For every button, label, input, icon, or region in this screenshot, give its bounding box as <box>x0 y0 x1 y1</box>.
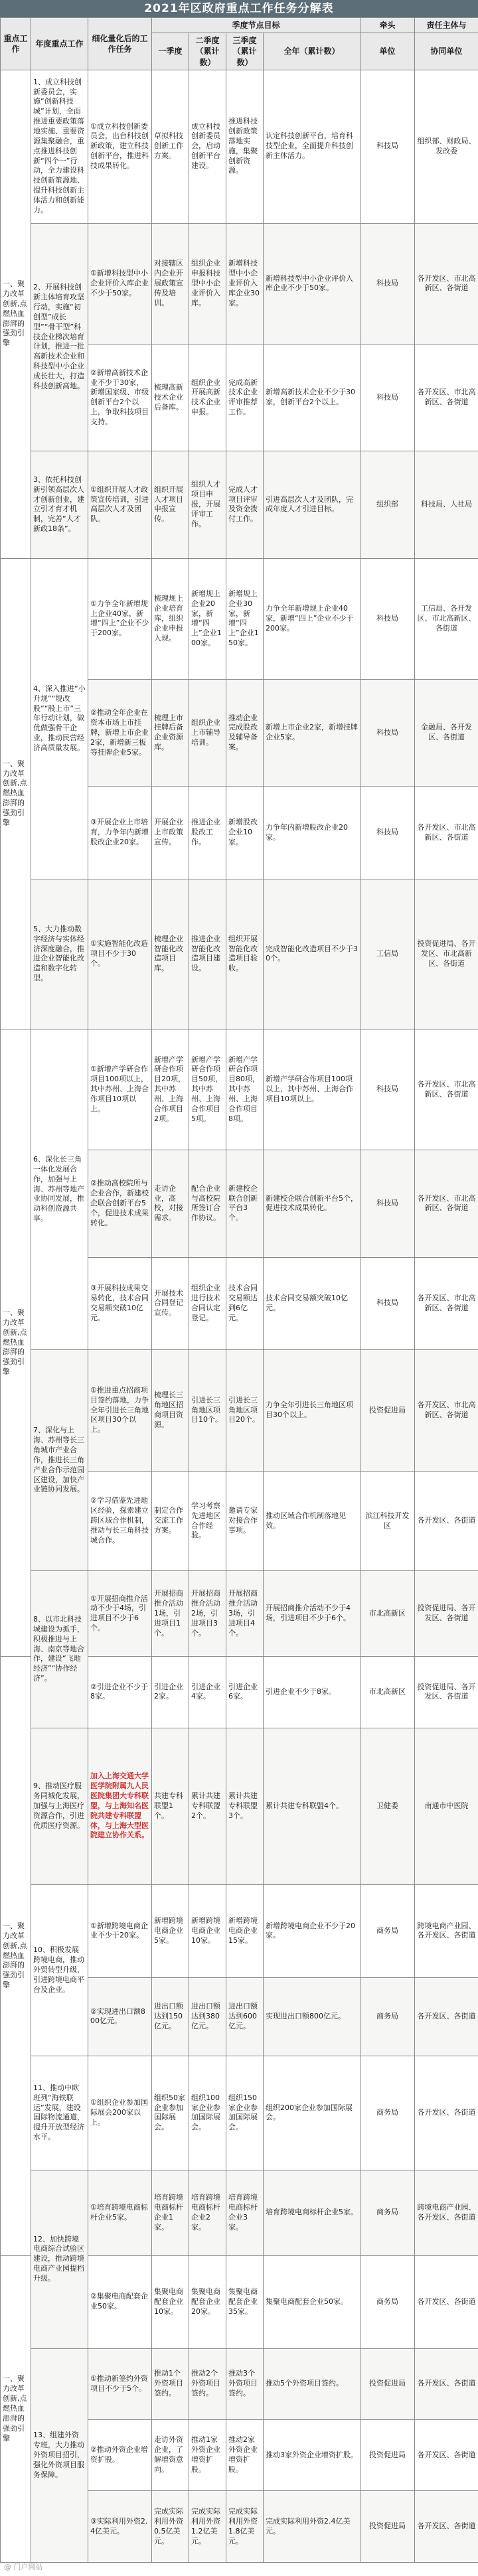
lead-unit-cell: 科技局 <box>360 344 415 451</box>
table-row <box>1 451 478 558</box>
q2-target-cell: 推进企业智能化改造项目建设。 <box>189 879 226 1029</box>
header-key-work: 重点工作 <box>1 18 31 70</box>
q2-target-cell: 完成实际利用外资1.2亿美元。 <box>189 2491 226 2563</box>
full-year-target-cell: 力争全年引进长三角地区项目30个以上。 <box>264 1350 360 1472</box>
q2-target-cell: 引进长三角地区项目10个。 <box>189 1350 226 1472</box>
q1-target-cell: 制定合作交流工作方案。 <box>152 1471 189 1570</box>
q2-target-cell: 新增跨境电商企业10家。 <box>189 1885 226 1978</box>
annual-key-cell: 9、推动医疗服务同城化发展，加强与上海医疗资源合作，引进优质医疗资源。 <box>31 1728 88 1884</box>
q2-target-cell: 培育跨境电商标杆企业2家。 <box>189 2170 226 2255</box>
annual-key-cell: 11、推动中欧班列“海铁联运”发展，建设国际物流通道，提升开放型经济水平。 <box>31 2056 88 2170</box>
q1-target-cell: 走访企业，高校，对接需求。 <box>152 1150 189 1257</box>
lead-unit-cell: 组织部 <box>360 451 415 558</box>
q1-target-cell: 新增产学研合作项目20项，其中苏州、上海合作项目2项。 <box>152 1029 189 1150</box>
lead-unit-cell: 商务局 <box>360 2255 415 2348</box>
q3-target-cell: 推动企业完成股改及辅导备案。 <box>226 680 264 787</box>
lead-unit-cell: 科技局 <box>360 70 415 223</box>
q1-target-cell: 开展招商推介活动1场，引进项目1个。 <box>152 1571 189 1657</box>
q2-target-cell: 学习考察先进地区合作经验。 <box>189 1471 226 1570</box>
quantified-task-cell: ①新增科技型中小企业评价入库企业不少于50家。 <box>88 223 152 344</box>
annual-key-cell: 5、大力推动数字经济与实体经济深度融合，推进企业智能化改造和数字化转型。 <box>31 879 88 1029</box>
q2-target-cell: 推动1家外资企业增资扩股。 <box>189 2419 226 2490</box>
header-q2: 二季度（累计数） <box>189 33 226 70</box>
q1-target-cell: 引进企业2家。 <box>152 1657 189 1728</box>
table-title: 2021年区政府重点工作任务分解表 <box>0 0 478 17</box>
coop-unit-cell: 工信局、各开发区、市北高新区、各街道 <box>415 558 478 680</box>
lead-unit-cell: 科技局 <box>360 558 415 680</box>
q3-target-cell: 引进企业6家。 <box>226 1657 264 1728</box>
annual-key-cell: 4、深入推进“小升规”“规改股”“股上市”三年行动计划，做优做强骨干企业，推动民营经济高质量发展。 <box>31 558 88 879</box>
coop-unit-cell: 各开发区、各街道 <box>415 1977 478 2056</box>
q3-target-cell: 引进长三角地区项目20个。 <box>226 1350 264 1472</box>
q1-target-cell: 共建专科联盟1个。 <box>152 1728 189 1884</box>
coop-unit-cell: 跨境电商产业园、各开发区、各街道 <box>415 2170 478 2255</box>
lead-unit-cell: 投资促进局 <box>360 2419 415 2490</box>
full-year-target-cell: 推动区域合作机制落地见效。 <box>264 1471 360 1570</box>
q3-target-cell: 新增产学研合作项目80项，其中苏州、上海合作项目8项。 <box>226 1029 264 1150</box>
q2-target-cell: 成立科技创新委员会，启动创新平台建设。 <box>189 70 226 223</box>
q1-target-cell: 开展技术合同登记宣传。 <box>152 1257 189 1350</box>
q1-target-cell: 组织开展人才项目申报宣传。 <box>152 451 189 558</box>
full-year-target-cell: 完成实际利用外资2.4亿美元。 <box>264 2491 360 2563</box>
lead-unit-cell: 工信局 <box>360 879 415 1029</box>
q2-target-cell: 推动2个外资项目签约。 <box>189 2348 226 2419</box>
table-row <box>1 223 478 344</box>
q1-target-cell: 梳理上市挂牌后备企业资源库。 <box>152 680 189 787</box>
q1-target-cell: 集聚电商配套企业10家。 <box>152 2255 189 2348</box>
quantified-task-cell: ②集聚电商配套企业50家。 <box>88 2255 152 2348</box>
q2-target-cell: 集聚电商配套企业20家。 <box>189 2255 226 2348</box>
lead-unit-cell: 投资促进局 <box>360 2348 415 2419</box>
lead-unit-cell: 商务局 <box>360 1885 415 1978</box>
key-work-cell: 一、聚力改革创新,点燃热血澎湃的强劲引擎 <box>1 1029 31 1657</box>
q2-target-cell: 新增规上企业20家，新增“四上”企业100家。 <box>189 558 226 680</box>
full-year-target-cell: 推动5个外资项目签约。 <box>264 2348 360 2419</box>
q1-target-cell: 开展企业上市政策宣传。 <box>152 787 189 879</box>
header-lead: 牵头 <box>360 18 415 33</box>
q3-target-cell: 新建校企联合创新平台3个。 <box>226 1150 264 1257</box>
full-year-target-cell: 累计共建专科联盟4个。 <box>264 1728 360 1884</box>
q3-target-cell: 推动3个外资项目签约。 <box>226 2348 264 2419</box>
key-work-cell: 一、聚力改革创新,点燃热血澎湃的强劲引擎 <box>1 558 31 1029</box>
table-row <box>1 2170 478 2255</box>
q2-target-cell: 组织企业上市辅导培训。 <box>189 680 226 787</box>
header-lead-unit: 单位 <box>360 33 415 70</box>
q3-target-cell: 开展招商推介活动3场，引进项目4个。 <box>226 1571 264 1657</box>
table-row <box>1 70 478 223</box>
full-year-target-cell: 开展招商推介活动不少于4场，引进项目不少于6个。 <box>264 1571 360 1657</box>
annual-key-cell: 1、成立科技创新委员会，实施“创新科技城”计划，全面推进重要政策落地实施、重要资源集聚融合，重点推进科技创新“四个一”行动，全力建设科技创新策源地、提升科技创新主体活力和创新能力。 <box>31 70 88 223</box>
coop-unit-cell: 各开发区、各街道 <box>415 2056 478 2170</box>
annual-key-cell: 3、依托科技创新引领高层次人才创新创业，建立引才育才机制，完善“人才新政18条”。 <box>31 451 88 558</box>
lead-unit-cell: 科技局 <box>360 223 415 344</box>
lead-unit-cell: 科技局 <box>360 1150 415 1257</box>
coop-unit-cell: 科技局、人社局 <box>415 451 478 558</box>
full-year-target-cell: 技术合同交易额突破10亿元。 <box>264 1257 360 1350</box>
q3-target-cell: 组织150家企业参加国际展会。 <box>226 2056 264 2170</box>
q3-target-cell: 进出口额达到600亿元。 <box>226 1977 264 2056</box>
quantified-task-cell: ③开展科技成果交易转化，技术合同交易额突破10亿元。 <box>88 1257 152 1350</box>
full-year-target-cell: 力争全年新增规上企业40家，新增“四上”企业不少于200家。 <box>264 558 360 680</box>
coop-unit-cell: 各开发区、市北高新区、各街道 <box>415 1257 478 1350</box>
lead-unit-cell: 市北高新区 <box>360 1657 415 1728</box>
header-annual-key: 年度重点工作 <box>31 18 88 70</box>
q3-target-cell: 培育跨境电商标杆企业3家。 <box>226 2170 264 2255</box>
table-row <box>1 2348 478 2419</box>
coop-unit-cell: 各开发区、各街道 <box>415 2348 478 2419</box>
quantified-task-cell: ①推动新签约外资项目不少于5个。 <box>88 2348 152 2419</box>
coop-unit-cell: 各开发区、市北高新区、各街道 <box>415 344 478 451</box>
table-row <box>1 1571 478 1657</box>
quantified-task-cell: ①新增产学研合作项目100项以上，其中苏州、上海合作项目10项以上。 <box>88 1029 152 1150</box>
annual-key-cell: 12、加快跨境电商综合试验区建设，推动跨境电商产业园提档升级。 <box>31 2170 88 2348</box>
full-year-target-cell: 新建校企联合创新平台5个，促进技术成果转化。 <box>264 1150 360 1257</box>
lead-unit-cell: 市北高新区 <box>360 1571 415 1657</box>
coop-unit-cell: 各开发区、市北高新区、各街道 <box>415 223 478 344</box>
q1-target-cell: 梳理长三角地区招商项目资源。 <box>152 1350 189 1472</box>
coop-unit-cell: 投资促进局、各开发区、各街道 <box>415 1657 478 1728</box>
q3-target-cell: 邀请专家对接合作事项。 <box>226 1471 264 1570</box>
q2-target-cell: 组织100家企业参加国际展会。 <box>189 2056 226 2170</box>
coop-unit-cell: 各开发区、各街道 <box>415 2255 478 2348</box>
q1-target-cell: 梳理规上企业培育库，组织企业申报入规。 <box>152 558 189 680</box>
full-year-target-cell: 集聚电商配套企业50家。 <box>264 2255 360 2348</box>
full-year-target-cell: 完成智能化改造项目不少于30个。 <box>264 879 360 1029</box>
q2-target-cell: 组织人才项目申报，开展评审工作。 <box>189 451 226 558</box>
full-year-target-cell: 新增上市企业2家，新增挂牌企业5家。 <box>264 680 360 787</box>
coop-unit-cell: 金融局、各开发区、各街道 <box>415 680 478 787</box>
quantified-task-cell: ①成立科技创新委员会，出台科技创新政策，建立科技创新平台，推进科技成果转化。 <box>88 70 152 223</box>
header-quantified-task: 细化量化后的工作任务 <box>88 18 152 70</box>
table-row <box>1 1350 478 1472</box>
table-row <box>1 1029 478 1150</box>
header-quarter-targets: 季度节点目标 <box>152 18 360 33</box>
q2-target-cell: 组织企业进行技术合同认定登记。 <box>189 1257 226 1350</box>
coop-unit-cell: 南通市中医院 <box>415 1728 478 1884</box>
quantified-task-cell: ②推动全年企业在资本市场上市挂牌，新增上市企业2家，新增新三板等挂牌企业5家。 <box>88 680 152 787</box>
work-plan-table <box>0 17 478 2563</box>
q3-target-cell: 集聚电商配套企业35家。 <box>226 2255 264 2348</box>
full-year-target-cell: 新增跨境电商企业不少于20家。 <box>264 1885 360 1978</box>
q3-target-cell: 完成人才项目评审及资金拨付工作。 <box>226 451 264 558</box>
coop-unit-cell: 各开发区、市北高新区、各街道 <box>415 1350 478 1472</box>
header-q1: 一季度 <box>152 33 189 70</box>
lead-unit-cell: 商务局 <box>360 1977 415 2056</box>
key-work-cell: 一、聚力改革创新,点燃热血澎湃的强劲引擎 <box>1 1657 31 2256</box>
table-body <box>1 70 478 2562</box>
q3-target-cell: 完成高新技术企业评审推荐工作。 <box>226 344 264 451</box>
coop-unit-cell: 组织部、财政局、发改委 <box>415 70 478 223</box>
full-year-target-cell: 组织200家企业参加国际展会。 <box>264 2056 360 2170</box>
q2-target-cell: 配合企业与高校院所签订合作协议。 <box>189 1150 226 1257</box>
q3-target-cell: 新增规上企业30家，新增“四上”企业150家。 <box>226 558 264 680</box>
coop-unit-cell: 各开发区、市北高新区、各街道 <box>415 1150 478 1257</box>
table-row <box>1 1728 478 1884</box>
quantified-task-cell: ①推进重点招商项目签约落地，力争全年引进长三角地区项目30个以上。 <box>88 1350 152 1472</box>
coop-unit-cell: 各开发区、市北高新区、各街道 <box>415 787 478 879</box>
quantified-task-cell: ①力争全年新增规上企业40家，新增“四上”企业不少于200家。 <box>88 558 152 680</box>
q2-target-cell: 组织企业申报科技型中小企业评价入库。 <box>189 223 226 344</box>
q3-target-cell: 新增股改企业10家。 <box>226 787 264 879</box>
q1-target-cell: 对接辖区内企业开展政策宣传及培训。 <box>152 223 189 344</box>
q2-target-cell: 进出口额达到380亿元。 <box>189 1977 226 2056</box>
annual-key-cell: 10、积极发展跨境电商，推动外贸转型升级，引进跨境电商平台及企业。 <box>31 1885 88 2056</box>
quantified-task-cell: ②新增高新技术企业不少于30家，新增国家级、市级创新平台2个以上，争取科技项目支持。 <box>88 344 152 451</box>
full-year-target-cell: 新增高新技术企业不少于30家，创新平台2个以上。 <box>264 344 360 451</box>
quantified-task-cell: ①实施智能化改造项目不少于30个。 <box>88 879 152 1029</box>
q3-target-cell: 新增跨境电商企业15家。 <box>226 1885 264 1978</box>
q3-target-cell: 组织开展智能化改造项目验收。 <box>226 879 264 1029</box>
full-year-target-cell: 引进高层次人才及团队，完成年度人才引进目标。 <box>264 451 360 558</box>
full-year-target-cell: 引进企业不少于8家。 <box>264 1657 360 1728</box>
full-year-target-cell: 实现进出口额800亿元。 <box>264 1977 360 2056</box>
lead-unit-cell: 投资促进局 <box>360 1350 415 1472</box>
lead-unit-cell: 科技局 <box>360 1029 415 1150</box>
lead-unit-cell: 投资促进局 <box>360 2491 415 2563</box>
q3-target-cell: 累计共建专科联盟3个。 <box>226 1728 264 1884</box>
q1-target-cell: 走访外资企业，了解增资意向。 <box>152 2419 189 2490</box>
q1-target-cell: 培育跨境电商标杆企业1家。 <box>152 2170 189 2255</box>
lead-unit-cell: 卫健委 <box>360 1728 415 1884</box>
annual-key-cell: 2、开展科技创新主体培育攻坚行动，实施“初创型”成长型”“骨干型”科技企业梯次培育计划，推进一批高新技术企业和科技型中小企业成长壮大，打造科技创新高地。 <box>31 223 88 451</box>
table-row <box>1 1885 478 1978</box>
lead-unit-cell: 科技局 <box>360 680 415 787</box>
q1-target-cell: 推动1个外资项目签约。 <box>152 2348 189 2419</box>
q2-target-cell: 引进企业4家。 <box>189 1657 226 1728</box>
full-year-target-cell: 推动3家外资企业增资扩股。 <box>264 2419 360 2490</box>
lead-unit-cell: 商务局 <box>360 2056 415 2170</box>
header-coop-unit: 协同单位 <box>415 33 478 70</box>
coop-unit-cell: 各开发区、各街道 <box>415 2419 478 2490</box>
coop-unit-cell: 各开发区、各街道 <box>415 1471 478 1570</box>
full-year-target-cell: 新增产学研合作项目100项以上，其中苏州、上海合作项目10项以上。 <box>264 1029 360 1150</box>
key-work-cell: 一、聚力改革创新,点燃热血澎湃的强劲引擎 <box>1 70 31 558</box>
table-row <box>1 2056 478 2170</box>
q3-target-cell: 推进科技创新政策落地实施，集聚创新资源。 <box>226 70 264 223</box>
coop-unit-cell: 各开发区、市北高新区、各街道 <box>415 1029 478 1150</box>
coop-unit-cell: 跨境电商产业园、各开发区、各街道 <box>415 1885 478 1978</box>
q2-target-cell: 组织企业开展高新技术企业申报。 <box>189 344 226 451</box>
header-full-year: 全年（累计数） <box>264 33 360 70</box>
quantified-task-cell: ②推动高校院所与企业合作，新建校企联合创新平台5个，促进技术成果转化。 <box>88 1150 152 1257</box>
lead-unit-cell: 科技局 <box>360 787 415 879</box>
coop-unit-cell: 投资促进局、各开发区、各街道 <box>415 1571 478 1657</box>
quantified-task-cell: ①新增跨境电商企业不少于20家。 <box>88 1885 152 1978</box>
quantified-task-cell: ②引进企业不少于8家。 <box>88 1657 152 1728</box>
q1-target-cell: 新增跨境电商企业5家。 <box>152 1885 189 1978</box>
watermark-text: @ 门户网站 <box>4 2563 43 2571</box>
full-year-target-cell: 新增科技型中小企业评价入库企业不少于50家。 <box>264 223 360 344</box>
full-year-target-cell: 培育跨境电商标杆企业5家。 <box>264 2170 360 2255</box>
q1-target-cell: 进出口额达到150亿元。 <box>152 1977 189 2056</box>
q1-target-cell: 草拟科技创新工作方案。 <box>152 70 189 223</box>
quantified-task-cell: ③开展企业上市培育，力争年内新增股改企业20家。 <box>88 787 152 879</box>
q3-target-cell: 新增科技型中小企业评价入库企业30家。 <box>226 223 264 344</box>
coop-unit-cell: 投资促进局、各开发区、市北高新区、各街道 <box>415 879 478 1029</box>
quantified-task-cell: ②学习借鉴先进地区经验，探索建立跨区域合作机制，推动与长三角科技城合作。 <box>88 1471 152 1570</box>
quantified-task-cell: 加入上海交通大学医学院附属九人民医院集团大专科联盟，与上海知名医院共建专科联盟体，与上海大型医院建立协作关系。 <box>88 1728 152 1884</box>
quantified-task-cell: ①组织企业参加国际展会200家以上。 <box>88 2056 152 2170</box>
q1-target-cell: 完成实际利用外资0.5亿美元。 <box>152 2491 189 2563</box>
quantified-task-cell: ①开展招商推介活动不少于4场，引进项目不少于6个。 <box>88 1571 152 1657</box>
quantified-task-cell: ③实际利用外资2.4亿美元。 <box>88 2491 152 2563</box>
annual-key-cell: 7、深化与上海、苏州等长三角城市产业合作，推进长三角产业合作示范园区建设，加快产业链协同发展。 <box>31 1350 88 1571</box>
q3-target-cell: 完成实际利用外资1.8亿美元。 <box>226 2491 264 2563</box>
quantified-task-cell: ②实现进出口额800亿元。 <box>88 1977 152 2056</box>
q2-target-cell: 新增产学研合作项目50项，其中苏州、上海合作项目5项。 <box>189 1029 226 1150</box>
full-year-target-cell: 力争年内新增股改企业20家。 <box>264 787 360 879</box>
full-year-target-cell: 认定科技创新平台，培育科技型企业，全面提升科技创新主体活力。 <box>264 70 360 223</box>
quantified-task-cell: ①组织开展人才政策宣传培训，引进高层次人才及团队。 <box>88 451 152 558</box>
annual-key-cell: 13、组建外资专班，大力推动外资项目招引，强化外资项目服务保障。 <box>31 2348 88 2563</box>
lead-unit-cell: 滨江科技开发区 <box>360 1471 415 1570</box>
q2-target-cell: 推进企业股改工作。 <box>189 787 226 879</box>
table-row <box>1 879 478 1029</box>
header-responsible: 责任主体与 <box>415 18 478 33</box>
annual-key-cell: 6、深化长三角一体化发展合作，加强与上海、苏州等地产业协同发展，推动科创资源共享。 <box>31 1029 88 1350</box>
q2-target-cell: 开展招商推介活动2场，引进项目3个。 <box>189 1571 226 1657</box>
q2-target-cell: 累计共建专科联盟2个。 <box>189 1728 226 1884</box>
annual-key-cell: 8、以市北科技城建设为抓手，积极推进与上海、南京等地合作，建设“飞地经济”“协作经济”。 <box>31 1571 88 1728</box>
quantified-task-cell: ①培育跨境电商标杆企业5家。 <box>88 2170 152 2255</box>
quantified-task-cell: ②推动外资企业增资扩股。 <box>88 2419 152 2490</box>
lead-unit-cell: 科技局 <box>360 1257 415 1350</box>
table-row <box>1 558 478 680</box>
header-q3: 三季度（累计数） <box>226 33 264 70</box>
q1-target-cell: 梳理高新技术企业后备库。 <box>152 344 189 451</box>
q1-target-cell: 梳理企业智能化改造项目库。 <box>152 879 189 1029</box>
key-work-cell: 一、聚力改革创新,点燃热血澎湃的强劲引擎 <box>1 2255 31 2562</box>
q1-target-cell: 组织50家企业参加国际展会。 <box>152 2056 189 2170</box>
coop-unit-cell: 各开发区、各街道 <box>415 2491 478 2563</box>
q3-target-cell: 推动2家外资企业增资扩股。 <box>226 2419 264 2490</box>
q3-target-cell: 技术合同交易额达到6亿元。 <box>226 1257 264 1350</box>
lead-unit-cell: 商务局 <box>360 2170 415 2255</box>
